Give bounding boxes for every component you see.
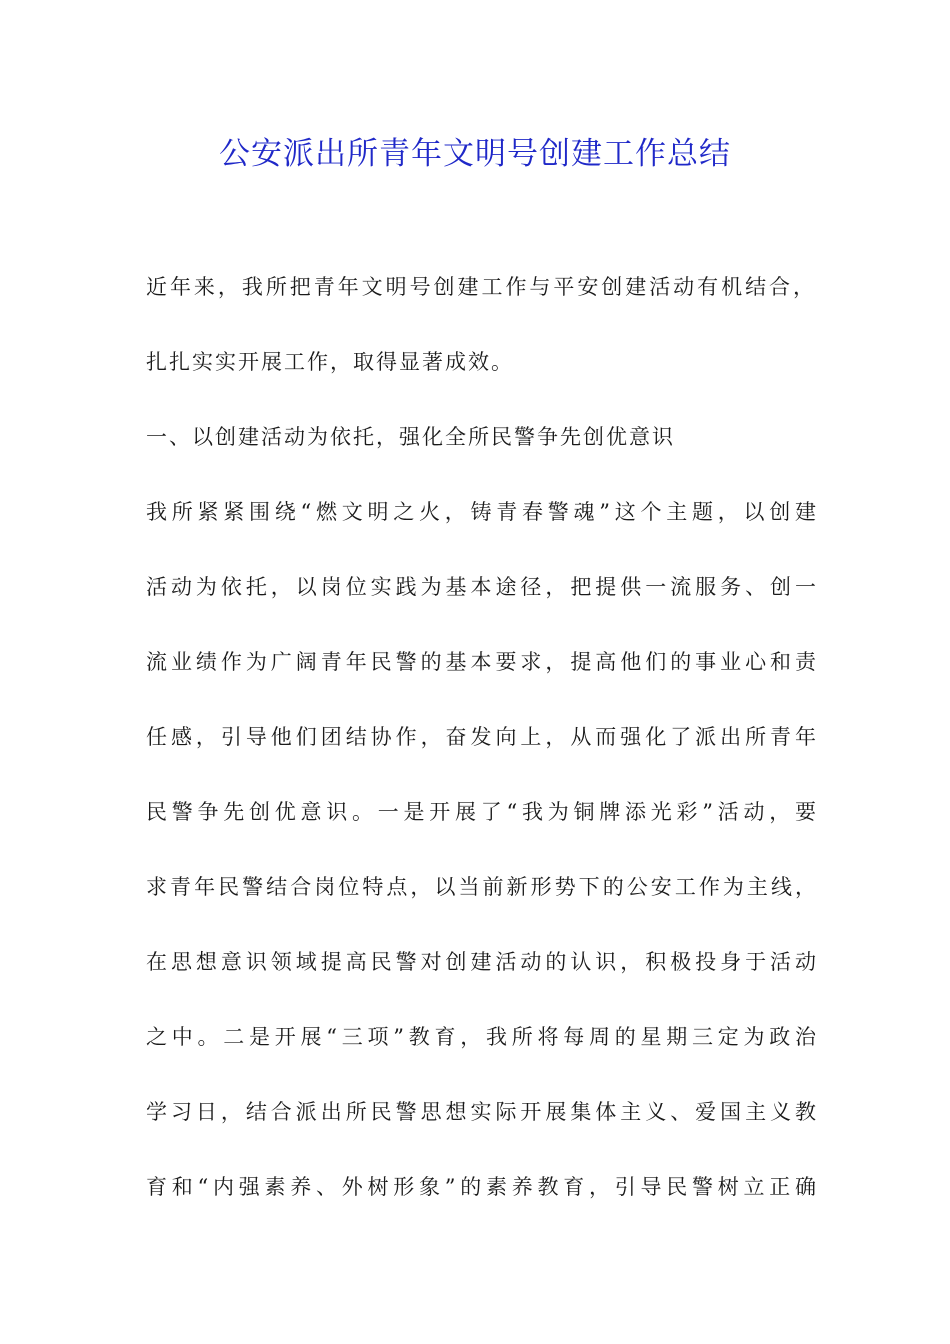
paragraph-line: 之中。二是开展“三项”教育，我所将每周的星期三定为政治 [146, 1025, 816, 1049]
paragraph-line: 近年来，我所把青年文明号创建工作与平安创建活动有机结合， [146, 275, 816, 299]
paragraph-line: 在思想意识领域提高民警对创建活动的认识，积极投身于活动 [146, 950, 816, 974]
document-body [146, 262, 816, 1237]
paragraph-line: 育和“内强素养、外树形象”的素养教育，引导民警树立正确 [146, 1175, 816, 1199]
paragraph-line: 求青年民警结合岗位特点，以当前新形势下的公安工作为主线， [146, 875, 816, 899]
paragraph-line: 学习日，结合派出所民警思想实际开展集体主义、爱国主义教 [146, 1100, 816, 1124]
paragraph-line: 任感，引导他们团结协作，奋发向上，从而强化了派出所青年 [146, 725, 816, 749]
section-heading: 一、以创建活动为依托，强化全所民警争先创优意识 [146, 425, 675, 449]
paragraph-line: 流业绩作为广阔青年民警的基本要求，提高他们的事业心和责 [146, 650, 816, 674]
paragraph-line: 民警争先创优意识。一是开展了“我为铜牌添光彩”活动，要 [146, 800, 816, 824]
paragraph-line: 活动为依托，以岗位实践为基本途径，把提供一流服务、创一 [146, 575, 816, 599]
paragraph-line: 我所紧紧围绕“燃文明之火，铸青春警魂”这个主题，以创建 [146, 500, 816, 524]
document-title: 公安派出所青年文明号创建工作总结 [219, 136, 731, 172]
paragraph-line: 扎扎实实开展工作，取得显著成效。 [146, 350, 514, 374]
